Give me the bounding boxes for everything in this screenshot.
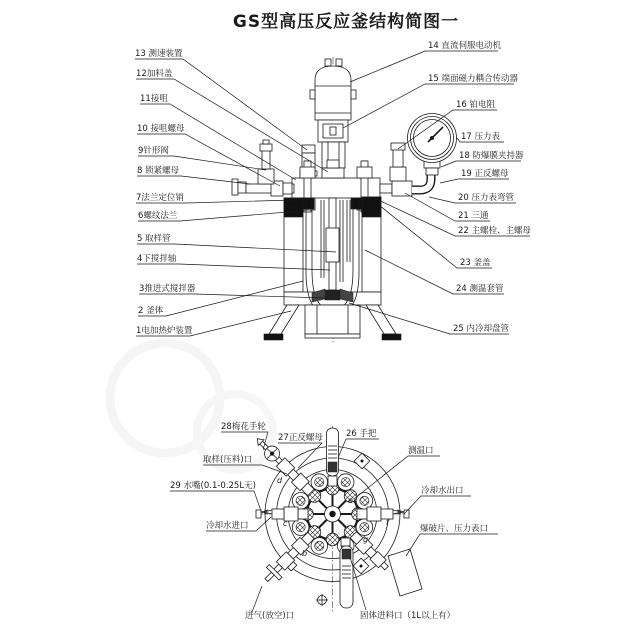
label-28: 28梅花手轮 <box>221 422 266 432</box>
water-nozzle-right <box>357 507 409 521</box>
pressure-gauge <box>408 114 457 176</box>
water-nozzle-left <box>256 507 308 521</box>
label-6: 6螺纹法兰 <box>138 211 178 221</box>
label-sampling-port: 取样(压料)口 <box>203 455 253 465</box>
label-rupture-port: 爆破片、压力表口 <box>420 524 489 534</box>
label-18: 18 防爆膜夹持器 <box>459 151 524 161</box>
port-letter-g: g <box>363 535 369 544</box>
label-4: 4下搅拌轴 <box>137 254 177 264</box>
handle-26 <box>327 428 339 486</box>
left-pipe-assembly <box>232 140 294 196</box>
label-7: 7法兰定位销 <box>136 193 184 203</box>
watermark <box>110 343 273 470</box>
gas-inlet-valve <box>260 529 319 588</box>
label-19: 19 正反螺母 <box>461 169 509 179</box>
label-cooling-in: 冷却水进口 <box>206 521 249 531</box>
label-17: 17 压力表 <box>461 132 501 142</box>
label-15: 15 端面磁力耦合传动器 <box>428 74 519 84</box>
label-13: 13 测速装置 <box>135 49 183 59</box>
label-9: 9针形阀 <box>138 146 169 156</box>
support-stand <box>264 305 401 340</box>
stirrer-internals <box>312 198 353 302</box>
propeller-hub <box>325 290 340 300</box>
label-8: 8 锁紧螺母 <box>137 166 180 176</box>
label-cooling-out: 冷却水出口 <box>421 486 464 496</box>
servo-motor <box>310 59 356 120</box>
port-letter-c: c <box>283 519 288 528</box>
label-solid-feed: 固体进料口（1L以上有） <box>360 611 456 621</box>
label-22: 22 主螺栓、主螺母 <box>458 226 532 236</box>
label-29: 29 水嘴(0.1-0.25L无) <box>170 481 256 491</box>
label-16: 16 铂电阻 <box>456 100 496 110</box>
label-21: 21 三通 <box>458 211 489 221</box>
port-letter-e: e <box>348 496 353 505</box>
port-letter-d: d <box>277 476 283 485</box>
label-14: 14 直流伺服电动机 <box>428 41 502 51</box>
label-12: 12加料盖 <box>136 69 173 79</box>
label-3: 3推进式搅拌器 <box>139 284 196 294</box>
label-24: 24 测温套管 <box>456 284 504 294</box>
label-26: 26 手把 <box>346 429 377 439</box>
label-gas-vent: 进气(放空)口 <box>245 611 295 621</box>
label-2: 2 釜体 <box>138 306 164 316</box>
label-20: 20 压力表弯管 <box>458 193 515 203</box>
rupture-disc-box <box>388 549 422 596</box>
label-23: 23 釜盖 <box>460 258 491 268</box>
drawing-title: GS型高压反应釜结构简图一 <box>232 12 460 32</box>
label-27: 27正反螺母 <box>278 433 323 443</box>
label-10: 10 接咀螺母 <box>137 124 185 134</box>
label-temp-port: 测温口 <box>408 446 434 456</box>
bottom-view-drawing <box>252 426 422 612</box>
label-5: 5 取样管 <box>137 234 171 244</box>
label-1: 1电加热炉装置 <box>136 326 193 336</box>
label-25: 25 内冷却盘管 <box>453 324 510 334</box>
port-letter-f: f <box>386 518 389 527</box>
port-letter-b: b <box>302 549 308 558</box>
label-11: 11接咀 <box>140 94 168 104</box>
